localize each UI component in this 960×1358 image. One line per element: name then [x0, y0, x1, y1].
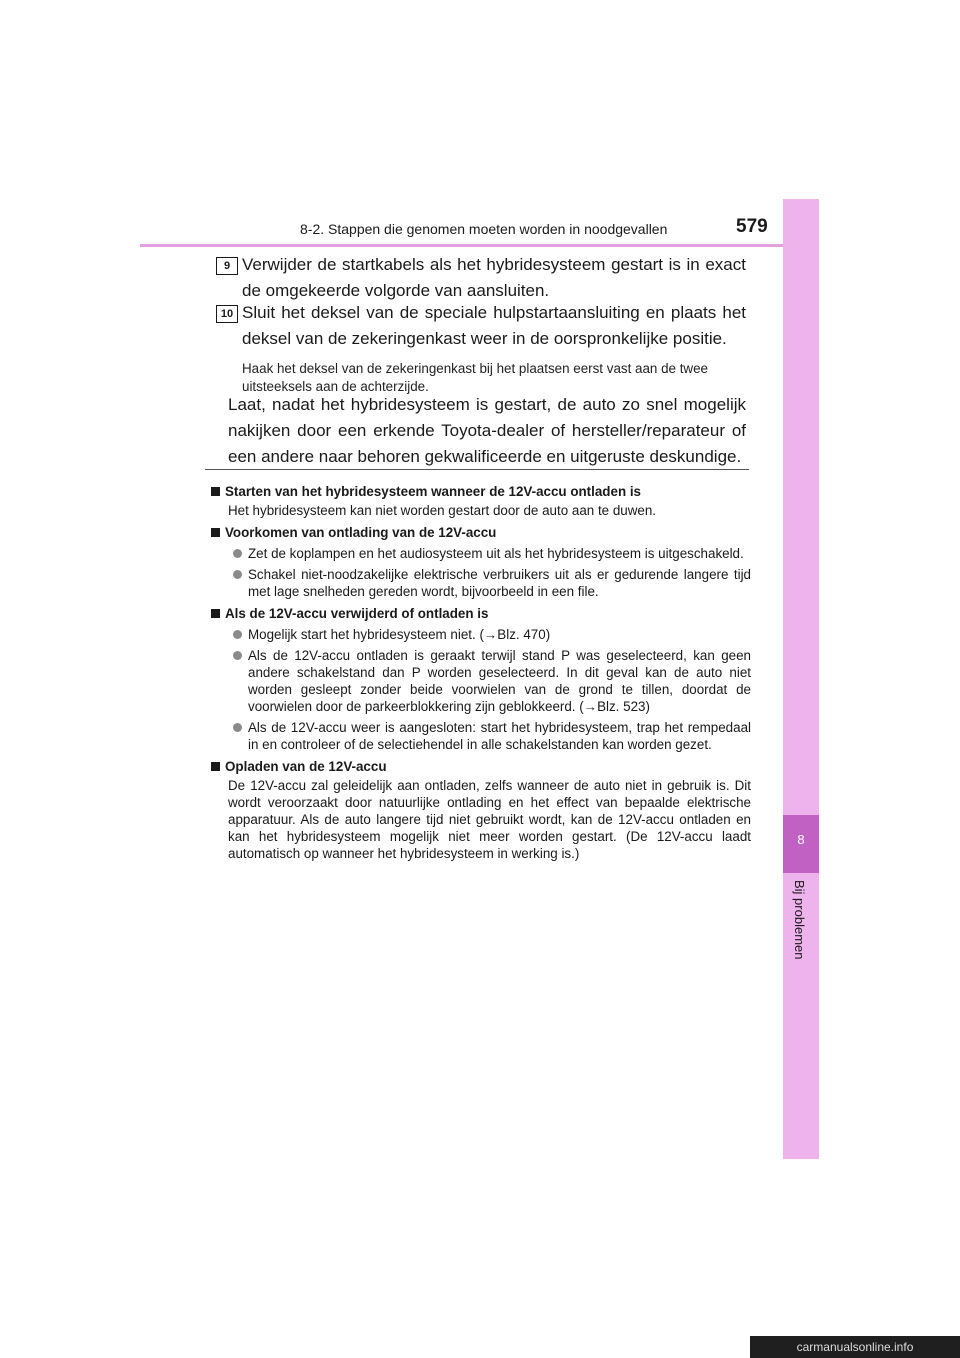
step-10: [216, 300, 746, 396]
step-number-box: 10: [216, 305, 238, 323]
round-bullet-icon: [233, 723, 242, 732]
chapter-label: Bij problemen: [792, 880, 807, 960]
step-9: [216, 252, 746, 304]
list-item: Als de 12V-accu weer is aangesloten: start het hybridesysteem, trap het rempedaal in en controleer of de selectiehendel in alle schakelstanden kan worden gezet.: [228, 719, 751, 753]
note-block: [211, 605, 751, 753]
step-text: Sluit het deksel van de speciale hulpstartaansluiting en plaats het deksel van de zekeringenkast weer in de oorspronkelijke positie.: [242, 303, 746, 348]
note-heading: Voorkomen van ontlading van de 12V-accu: [211, 524, 751, 541]
square-bullet-icon: [211, 528, 220, 537]
note-heading: Opladen van de 12V-accu: [211, 758, 751, 775]
list-item: Als de 12V-accu ontladen is geraakt terwijl stand P was geselecteerd, kan geen andere schakelstand dan P worden geselecteerd. In dit geval kan de auto niet worden gesleept zonder beide voorwielen van de grond te tillen, doordat de voorwielen door de parkeerblokkering zijn geblokkeerd. (→Blz. 523): [228, 647, 751, 715]
section-title: 8-2. Stappen die genomen moeten worden in noodgevallen: [300, 221, 668, 237]
note-block: [211, 758, 751, 862]
note-body: De 12V-accu zal geleidelijk aan ontladen, zelfs wanneer de auto niet in gebruik is. Dit wordt veroorzaakt door natuurlijke ontlading en het effect van bepaalde elektrische apparatuur. Als de auto langere tijd niet gebruikt wordt, kan de 12V-accu ontladen en kan het hybridesysteem mogelijk niet meer worden gestart. (De 12V-accu laadt automatisch op wanneer het hybridesysteem in werking is.): [228, 778, 751, 861]
header-rule: [140, 244, 818, 247]
closing-paragraph: Laat, nadat het hybridesysteem is gestart, de auto zo snel mogelijk nakijken door een erkende Toyota-dealer of hersteller/reparateur of een andere naar behoren gekwalificeerde en uitgeruste deskundige.: [228, 395, 746, 466]
step-note: Haak het deksel van de zekeringenkast bij het plaatsen eerst vast aan de twee uitsteeksels aan de achterzijde.: [242, 361, 708, 394]
watermark: carmanualsonline.info: [750, 1336, 960, 1358]
note-heading: Starten van het hybridesysteem wanneer de 12V-accu ontladen is: [211, 483, 751, 500]
round-bullet-icon: [233, 549, 242, 558]
list-item: Schakel niet-noodzakelijke elektrische verbruikers uit als er gedurende langere tijd met lage snelheden gereden wordt, bijvoorbeeld in een file.: [228, 566, 751, 600]
round-bullet-icon: [233, 570, 242, 579]
chapter-tab: [783, 199, 819, 1159]
note-body: Het hybridesysteem kan niet worden gestart door de auto aan te duwen.: [228, 503, 657, 518]
note-heading: Als de 12V-accu verwijderd of ontladen is: [211, 605, 751, 622]
notes-section: [211, 480, 751, 862]
list-item: Zet de koplampen en het audiosysteem uit als het hybridesysteem is uitgeschakeld.: [228, 545, 751, 562]
list-item: Mogelijk start het hybridesysteem niet. (→Blz. 470): [228, 626, 751, 643]
round-bullet-icon: [233, 651, 242, 660]
step-text: Verwijder de startkabels als het hybridesysteem gestart is in exact de omgekeerde volgorde van aansluiten.: [242, 255, 746, 300]
round-bullet-icon: [233, 630, 242, 639]
chapter-number: 8: [797, 832, 805, 847]
square-bullet-icon: [211, 762, 220, 771]
note-block: [211, 524, 751, 600]
square-bullet-icon: [211, 487, 220, 496]
note-block: [211, 483, 751, 519]
square-bullet-icon: [211, 609, 220, 618]
page-number: 579: [736, 216, 768, 237]
section-divider: [205, 469, 749, 470]
step-number-box: 9: [216, 257, 238, 275]
